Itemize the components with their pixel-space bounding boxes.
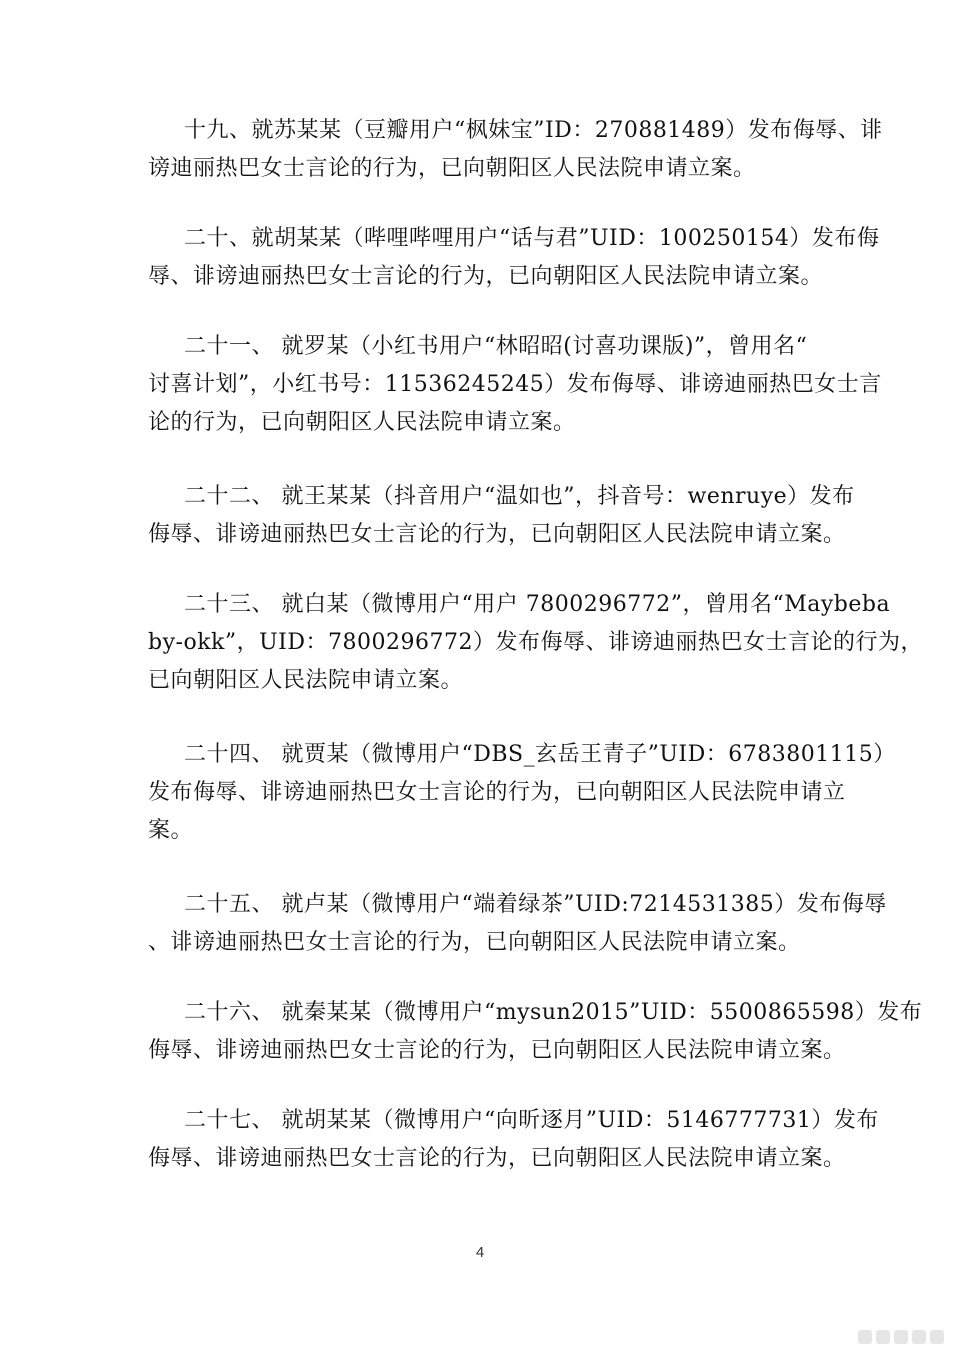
paragraph-line: 二十七、 就胡某某（微博用户“向昕逐月”UID：5146777731）发布: [184, 1108, 879, 1133]
paragraph-line: 二十五、 就卢某（微博用户“端着绿茶”UID:7214531385）发布侮辱: [184, 892, 887, 917]
paragraph-22: [148, 478, 855, 554]
watermark-mark: [912, 1330, 926, 1344]
paragraph-line: 辱、诽谤迪丽热巴女士言论的行为，已向朝阳区人民法院申请立案。: [148, 264, 824, 289]
paragraph-line: 二十、就胡某某（哔哩哔哩用户“话与君”UID：100250154）发布侮: [184, 226, 880, 251]
watermark-mark: [858, 1330, 872, 1344]
paragraph-line: 侮辱、诽谤迪丽热巴女士言论的行为，已向朝阳区人民法院申请立案。: [148, 1146, 846, 1171]
paragraph-line: 二十四、 就贾某（微博用户“DBS_玄岳王青子”UID：6783801115）: [184, 742, 896, 767]
page-number: 4: [475, 1244, 485, 1261]
paragraph-line: 十九、就苏某某（豆瓣用户“枫妹宝”ID：270881489）发布侮辱、诽: [184, 118, 883, 143]
paragraph-line: 二十三、 就白某（微博用户“用户 7800296772”，曾用名“Maybeba: [184, 592, 891, 617]
paragraph-line: 论的行为，已向朝阳区人民法院申请立案。: [148, 410, 576, 435]
paragraph-25: [148, 886, 887, 962]
watermark-mark: [894, 1330, 908, 1344]
paragraph-24: [148, 736, 896, 850]
paragraph-line: 二十六、 就秦某某（微博用户“mysun2015”UID：5500865598）发布: [184, 1000, 923, 1025]
paragraph-27: [148, 1102, 879, 1178]
paragraph-line: 案。: [148, 818, 194, 843]
watermark-mark: [930, 1330, 944, 1344]
paragraph-line: 、诽谤迪丽热巴女士言论的行为，已向朝阳区人民法院申请立案。: [148, 930, 801, 955]
paragraph-line: 已向朝阳区人民法院申请立案。: [148, 668, 464, 693]
paragraph-23: [148, 586, 923, 700]
paragraph-line: 侮辱、诽谤迪丽热巴女士言论的行为，已向朝阳区人民法院申请立案。: [148, 1038, 846, 1063]
paragraph-21: [148, 328, 882, 442]
watermark-mark: [876, 1330, 890, 1344]
paragraph-line: by-okk”，UID：7800296772）发布侮辱、诽谤迪丽热巴女士言论的行为，: [148, 630, 923, 655]
paragraph-line: 发布侮辱、诽谤迪丽热巴女士言论的行为，已向朝阳区人民法院申请立: [148, 780, 846, 805]
paragraph-19: [148, 112, 883, 188]
watermark-icon: [826, 1326, 944, 1348]
paragraph-line: 谤迪丽热巴女士言论的行为，已向朝阳区人民法院申请立案。: [148, 156, 756, 181]
paragraph-line: 二十一、 就罗某（小红书用户“林昭昭(讨喜功课版)”，曾用名“: [184, 334, 808, 359]
paragraph-line: 侮辱、诽谤迪丽热巴女士言论的行为，已向朝阳区人民法院申请立案。: [148, 522, 846, 547]
paragraph-20: [148, 220, 880, 296]
paragraph-line: 讨喜计划”，小红书号：11536245245）发布侮辱、诽谤迪丽热巴女士言: [148, 372, 882, 397]
paragraph-26: [148, 994, 923, 1070]
paragraph-line: 二十二、 就王某某（抖音用户“温如也”，抖音号：wenruye）发布: [184, 484, 855, 509]
